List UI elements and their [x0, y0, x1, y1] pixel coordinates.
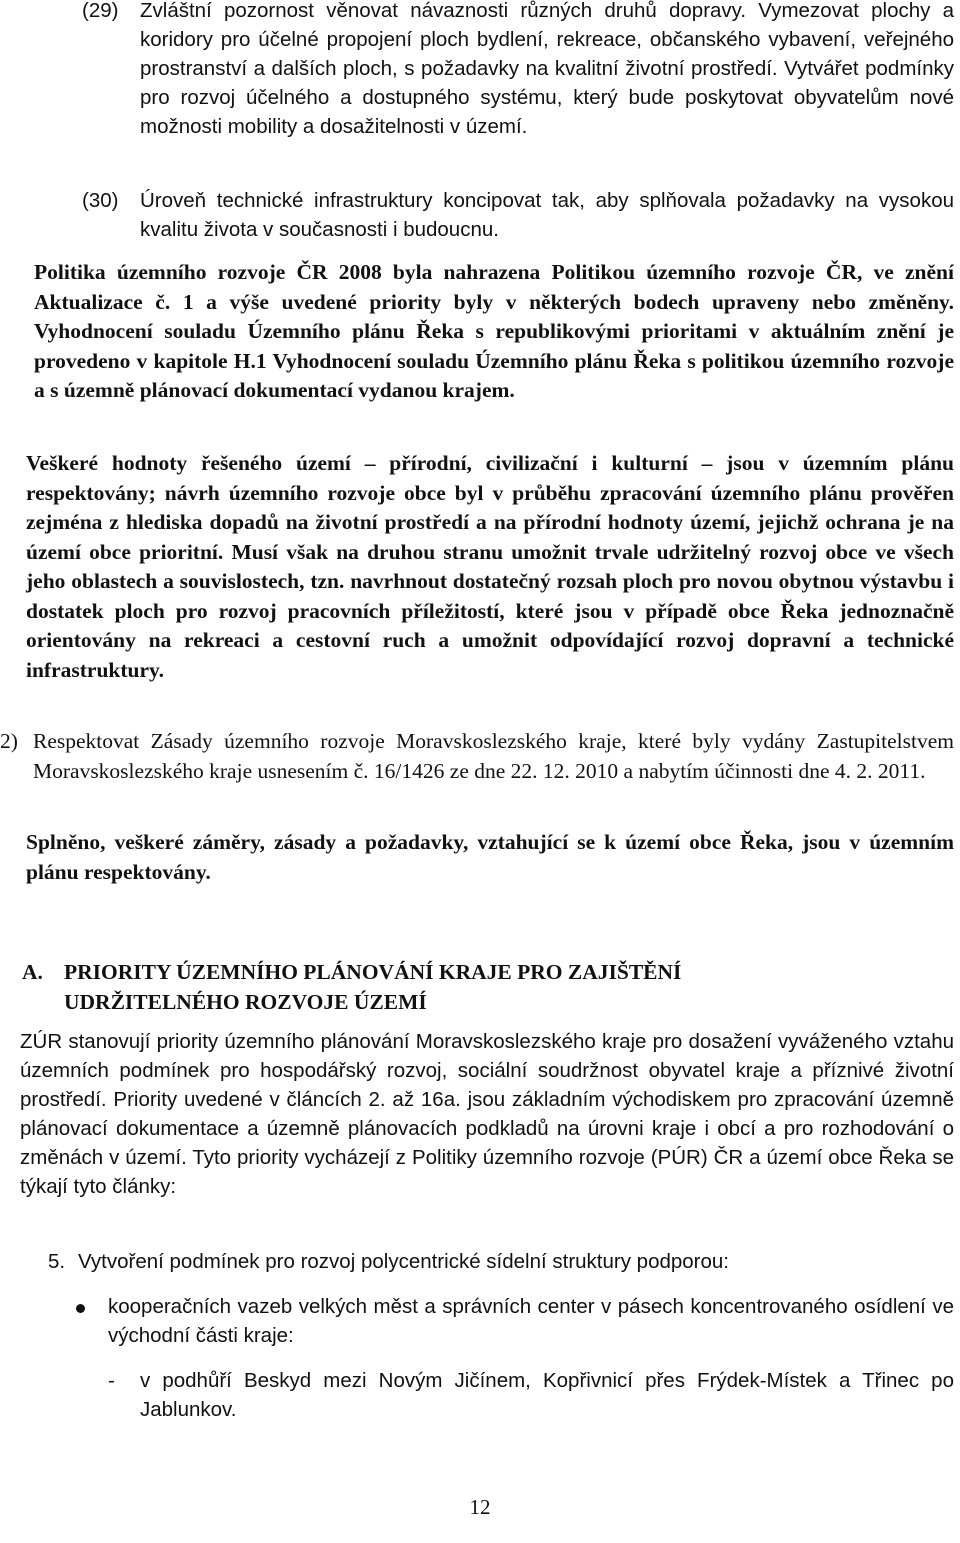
section-heading-line1: PRIORITY ÚZEMNÍHO PLÁNOVÁNÍ KRAJE PRO ZAJIŠTĚNÍ [64, 960, 682, 984]
item-2-number: 2) [0, 729, 18, 753]
politika-paragraph: Politika územního rozvoje ČR 2008 byla nahrazena Politikou územního rozvoje ČR, ve znění Aktualizace č. 1 a výše uvedené priority byly v některých bodech upraveny nebo změněny. Vyhodnocení souladu Územního plánu Řeka s republikovými prioritami v aktuálním znění je provedeno v kapitole H.1 Vyhodnocení souladu Územního plánu Řeka s politikou územního rozvoje a s územně plánovací dokumentací vydanou krajem. [34, 260, 954, 402]
zur-paragraph: ZÚR stanovují priority územního plánování Moravskoslezského kraje pro dosažení vyváženého vztahu územních podmínek pro hospodářský rozvoj, sociální soudržnost obyvatel kraje a příznivé životní prostředí. Priority uvedené v článcích 2. až 16a. jsou základním východiskem pro zpracování územně plánovací dokumentace a územně plánovacích podkladů na úrovni kraje i obcí a pro rozhodování o změnách v území. Tyto priority vycházejí z Politiky územního rozvoje (PÚR) ČR a území obce Řeka se týkají tyto články: [20, 1030, 954, 1198]
dash-marker: - [108, 1369, 115, 1392]
item-2-text: Respektovat Zásady územního rozvoje Moravskoslezského kraje, které byly vydány Zastupitelstvem Moravskoslezského kraje usnesením č. 16/1426 ze dne 22. 12. 2010 a nabytím účinnosti dne 4. 2. 2011. [33, 729, 954, 783]
section-heading [22, 958, 954, 1017]
item-5 [48, 1247, 954, 1276]
dash-item [108, 1366, 954, 1424]
bullet-item [76, 1292, 954, 1350]
item-29-number: (29) [82, 0, 119, 22]
bullet-icon [76, 1304, 85, 1313]
item-30 [82, 186, 954, 244]
page-number: 12 [469, 1495, 491, 1519]
item-29-text: Zvláštní pozornost věnovat návaznosti různých druhů dopravy. Vymezovat plochy a koridory pro účelné propojení ploch bydlení, rekreace, občanského vybavení, veřejného prostranství a dalších ploch, s požadavky na kvalitní životní prostředí. Vytvářet podmínky pro rozvoj účelného a dostupného systému, který bude poskytovat obyvatelům nové možnosti mobility a dosažitelnosti v území. [140, 0, 954, 138]
item-2 [0, 727, 954, 786]
bullet-item-text: kooperačních vazeb velkých měst a správních center v pásech koncentrovaného osídlení ve východní části kraje: [108, 1295, 954, 1347]
section-heading-letter: A. [22, 960, 43, 984]
item-29 [82, 0, 954, 141]
item-5-text: Vytvoření podmínek pro rozvoj polycentrické sídelní struktury podporou: [78, 1250, 730, 1273]
item-5-number: 5. [48, 1250, 66, 1273]
hodnoty-paragraph: Veškeré hodnoty řešeného území – přírodní, civilizační i kulturní – jsou v územním plánu respektovány; návrh územního rozvoje obce byl v průběhu zpracování územního plánu prověřen zejména z hlediska dopadů na životní prostředí a na přírodní hodnoty území, jejichž ochrana je na území obce prioritní. Musí však na druhou stranu umožnit trvale udržitelný rozvoj obce ve všech jeho oblastech a souvislostech, tzn. navrhnout dostatečný rozsah ploch pro novou obytnou výstavbu i dostatek ploch pro rozvoj pracovních příležitostí, které jsou v případě obce Řeka jednoznačně orientovány na rekreaci a cestovní ruch a umožnit odpovídající rozvoj dopravní a technické infrastruktury. [26, 451, 954, 682]
item-30-number: (30) [82, 189, 119, 212]
splneno-paragraph: Splněno, veškeré záměry, zásady a požadavky, vztahující se k území obce Řeka, jsou v územním plánu respektovány. [26, 830, 954, 884]
dash-item-text: v podhůří Beskyd mezi Novým Jičínem, Kopřivnicí přes Frýdek-Místek a Třinec po Jablunkov. [140, 1369, 954, 1421]
section-heading-line2: UDRŽITELNÉHO ROZVOJE ÚZEMÍ [64, 989, 427, 1014]
item-30-text: Úroveň technické infrastruktury koncipovat tak, aby splňovala požadavky na vysokou kvalitu života v současnosti i budoucnu. [140, 189, 954, 241]
